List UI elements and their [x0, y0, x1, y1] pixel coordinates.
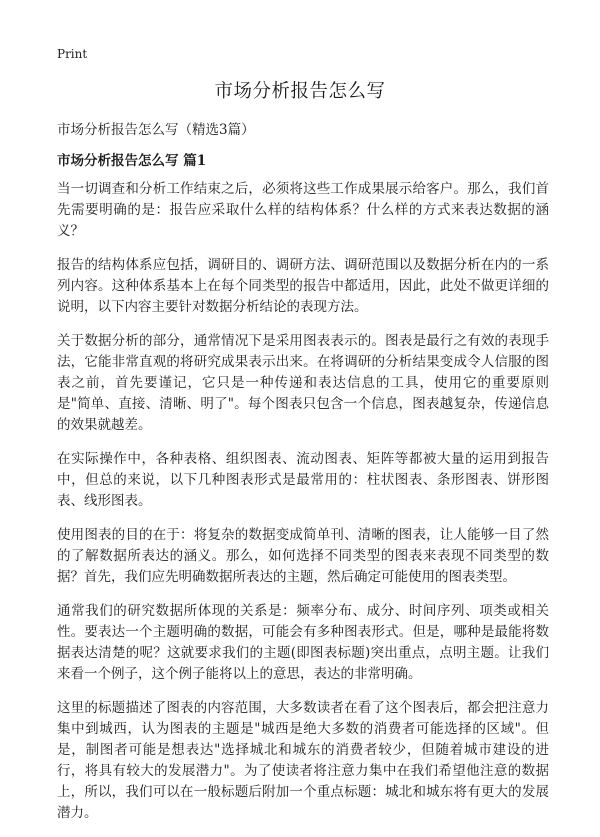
section-heading: 市场分析报告怎么写 篇1: [57, 153, 207, 169]
page-title: 市场分析报告怎么写: [214, 81, 386, 102]
paragraph: 这里的标题描述了图表的内容范围，大多数读者在看了这个图表后，都会把注意力集中到城西，认为图表的主题是"城西是绝大多数的消费者可能选择的区域"。但是，制图者可能是想表达"选择城北和城东的消费者较少，但随着城市建设的进行，将具有较大的发展潜力"。为了使读者将注意力集中在我们希望他注意的数据上，所以，我们可以在一般标题后附加一个重点标题：城北和城东将有更大的发展潜力。: [57, 700, 549, 821]
paragraph: 使用图表的目的在于：将复杂的数据变成简单刊、清晰的图表，让人能够一目了然的了解数据所表达的涵义。那么，如何选择不同类型的图表来表现不同类型的数据？首先，我们应先明确数据所表达的主题，然后确定可能使用的图表类型。: [57, 527, 549, 585]
document-subtitle: 市场分析报告怎么写（精选3篇）: [57, 122, 255, 138]
paragraph: 通常我们的研究数据所体现的关系是：频率分布、成分、时间序列、项类或相关性。要表达一个主题明确的数据，可能会有多种图表形式。但是，哪种是最能将数据表达清楚的呢？这就要求我们的主题(即图表标题)突出重点，点明主题。让我们来看一个例子，这个例子能将以上的意思，表达的非常明确。: [57, 603, 549, 682]
document-body: [57, 179, 549, 837]
paragraph: 当一切调查和分析工作结束之后，必须将这些工作成果展示给客户。那么，我们首先需要明确的是：报告应采取什么样的结构体系？什么样的方式来表达数据的涵义？: [57, 181, 549, 239]
paragraph: 关于数据分析的部分，通常情况下是采用图表表示的。图表是最行之有效的表现手法，它能非常直观的将研究成果表示出来。在将调研的分析结果变成令人信服的图表之前，首先要谨记，它只是一种传递和表达信息的工具，使用它的重要原则是"简单、直接、清晰、明了"。每个图表只包含一个信息，图表越复杂，传递信息的效果就越差。: [57, 333, 549, 433]
paragraph: 在实际操作中，各种表格、组织图表、流动图表、矩阵等都被大量的运用到报告中，但总的来说，以下几种图表形式是最常用的：柱状图表、条形图表、饼形图表、线形图表。: [57, 451, 549, 509]
print-label: Print: [57, 47, 88, 61]
paragraph: 报告的结构体系应包括，调研目的、调研方法、调研范围以及数据分析在内的一系列内容。这种体系基本上在每个同类型的报告中都适用，因此，此处不做更详细的说明，以下内容主要针对数据分析结论的表现方法。: [57, 257, 549, 315]
